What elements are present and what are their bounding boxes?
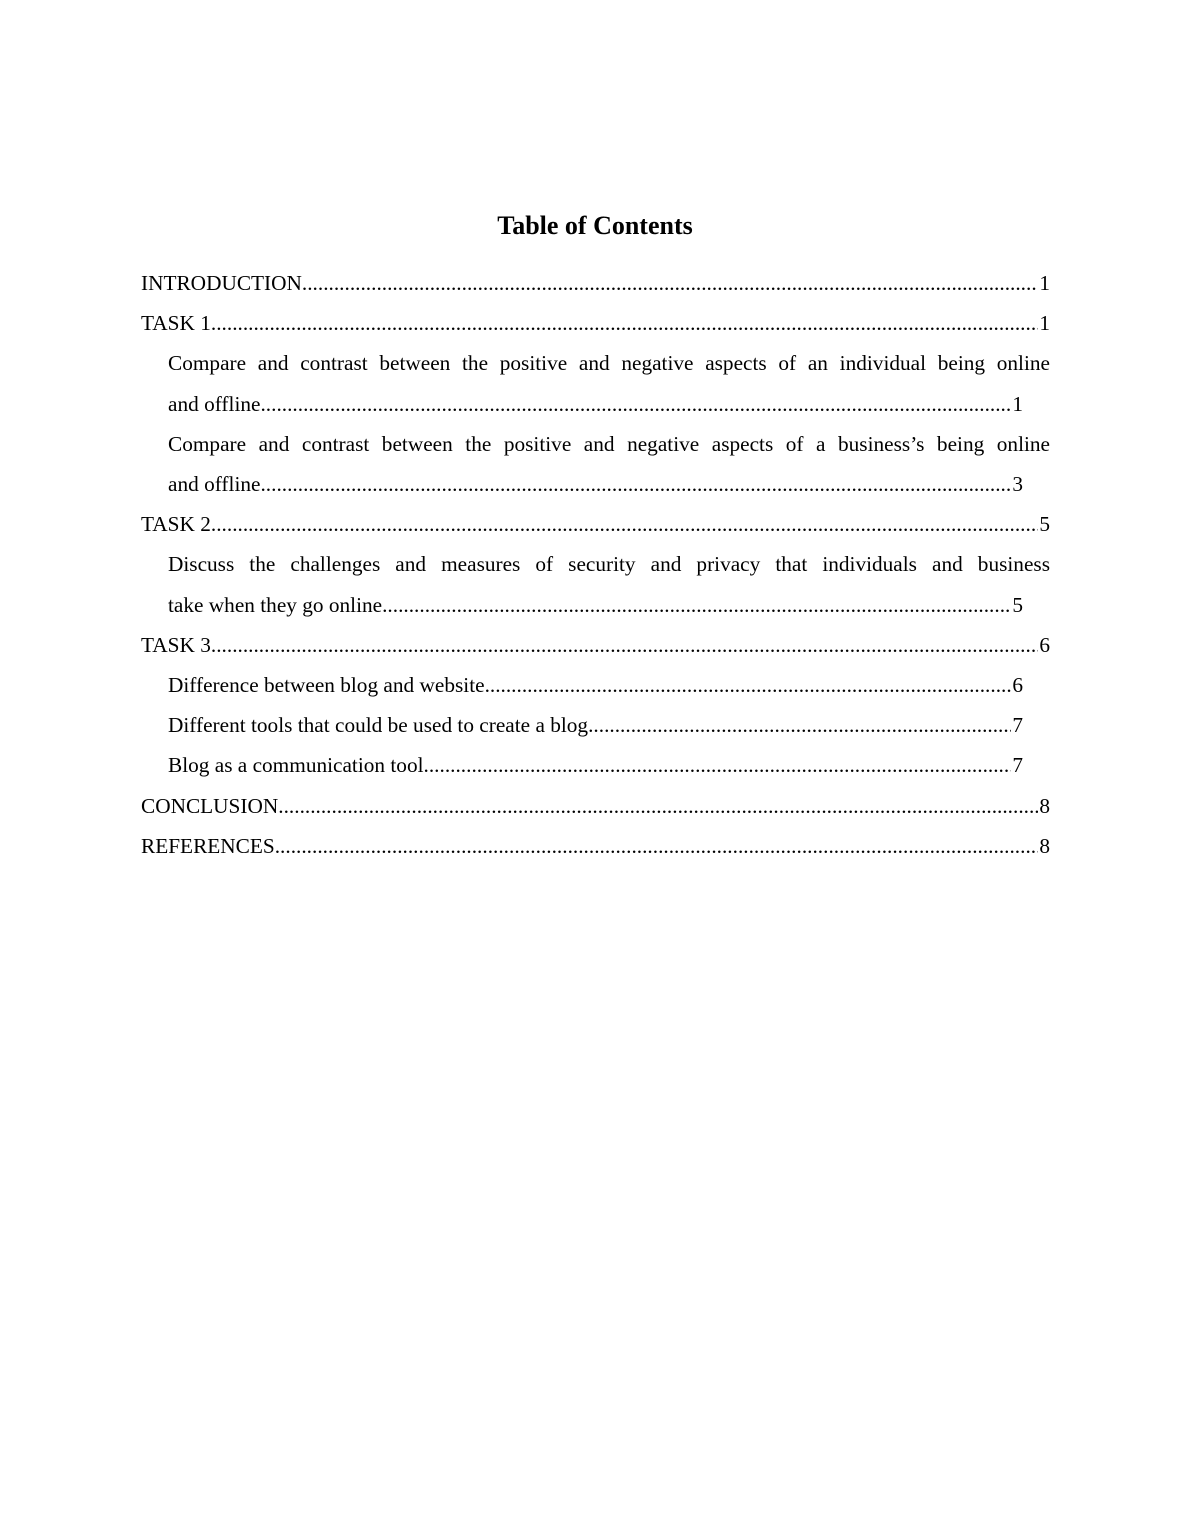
toc-entry-label-line2: take when they go online bbox=[168, 592, 383, 617]
toc-entry-label-line2: and offline bbox=[168, 472, 261, 497]
toc-entry-label: CONCLUSION bbox=[141, 793, 279, 818]
toc-entry-label: Blog as a communication tool bbox=[168, 753, 424, 778]
toc-entry-task-2[interactable] bbox=[141, 504, 1050, 544]
toc-entry-page: 1 bbox=[1011, 384, 1023, 424]
toc-entry-label: REFERENCES bbox=[141, 833, 275, 858]
toc-entry-task-3[interactable] bbox=[141, 625, 1050, 665]
toc-entry-label-line2: and offline bbox=[168, 391, 261, 416]
toc-entry-security-privacy[interactable] bbox=[168, 544, 1050, 624]
toc-entry-introduction[interactable] bbox=[141, 263, 1050, 303]
toc-entry-task-1[interactable] bbox=[141, 303, 1050, 343]
toc-entry-label: Difference between blog and website bbox=[168, 673, 485, 698]
toc-entry-page: 1 bbox=[1038, 263, 1050, 303]
toc-entry-page: 8 bbox=[1038, 826, 1050, 866]
toc-entry-blog-vs-website[interactable] bbox=[168, 665, 1023, 705]
toc-entry-page: 5 bbox=[1038, 504, 1050, 544]
toc-entry-label: TASK 1 bbox=[141, 311, 211, 336]
toc-entry-label-line1: Discuss the challenges and measures of security and privacy that individuals and business bbox=[168, 552, 1050, 577]
toc-entry-blog-communication[interactable] bbox=[168, 745, 1023, 785]
toc-entry-blog-tools[interactable] bbox=[168, 705, 1023, 745]
toc-entry-page: 7 bbox=[1011, 705, 1023, 745]
toc-entry-label-line1: Compare and contrast between the positive and negative aspects of an individual being online bbox=[168, 351, 1050, 376]
toc-entry-page: 1 bbox=[1038, 303, 1050, 343]
toc-entry-label: TASK 3 bbox=[141, 632, 211, 657]
toc-entry-label: Different tools that could be used to create a blog bbox=[168, 713, 589, 738]
table-of-contents bbox=[141, 263, 1050, 866]
toc-entry-page: 7 bbox=[1011, 745, 1023, 785]
toc-entry-page: 6 bbox=[1038, 625, 1050, 665]
toc-entry-page: 6 bbox=[1011, 665, 1023, 705]
toc-entry-page: 3 bbox=[1011, 464, 1023, 504]
toc-entry-references[interactable] bbox=[141, 826, 1050, 866]
toc-entry-conclusion[interactable] bbox=[141, 786, 1050, 826]
toc-entry-page: 5 bbox=[1011, 585, 1023, 625]
toc-entry-page: 8 bbox=[1038, 786, 1050, 826]
toc-entry-individual-online-offline[interactable] bbox=[168, 343, 1050, 423]
toc-title: Table of Contents bbox=[497, 211, 693, 240]
toc-entry-business-online-offline[interactable] bbox=[168, 424, 1050, 504]
toc-entry-label: INTRODUCTION bbox=[141, 271, 302, 295]
toc-entry-label: TASK 2 bbox=[141, 512, 211, 537]
toc-entry-label-line1: Compare and contrast between the positive and negative aspects of a business’s being online bbox=[168, 431, 1050, 456]
